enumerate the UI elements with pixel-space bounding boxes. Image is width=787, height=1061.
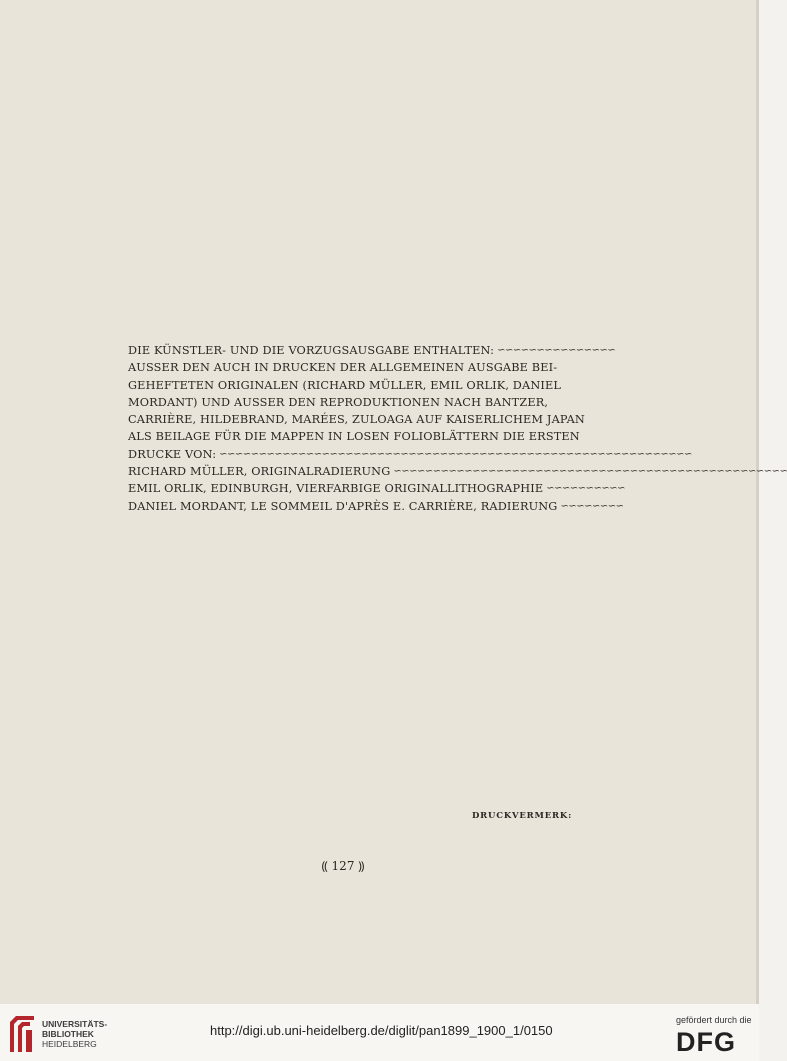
text-line: CARRIÈRE, HILDEBRAND, MARÉES, ZULOAGA AUF KAISERLICHEM JAPAN [128, 413, 585, 427]
text-line: AUSSER DEN AUCH IN DRUCKEN DER ALLGEMEINEN AUSGABE BEI- [128, 361, 558, 375]
text-line: ALS BEILAGE FÜR DIE MAPPEN IN LOSEN FOLIOBLÄTTERN DIE ERSTEN [128, 430, 580, 444]
text-line: MORDANT) UND AUSSER DEN REPRODUKTIONEN NACH BANTZER, [128, 395, 549, 409]
text-line: DRUCKE VON: ∽∽∽∽∽∽∽∽∽∽∽∽∽∽∽∽∽∽∽∽∽∽∽∽∽∽∽∽∽∽∽∽∽∽∽∽∽∽∽∽∽∽∽∽∽∽∽∽∽∽∽∽∽∽∽∽∽∽∽∽ [128, 446, 568, 463]
funded-by-label: gefördert durch die [676, 1015, 752, 1025]
text-line: EMIL ORLIK, EDINBURGH, VIERFARBIGE ORIGINALLITHOGRAPHIE ∽∽∽∽∽∽∽∽∽∽ [128, 480, 568, 497]
text-line: GEHEFTETEN ORIGINALEN (RICHARD MÜLLER, EMIL ORLIK, DANIEL [128, 378, 562, 392]
ornament-icon: ∽∽∽∽∽∽∽∽∽∽∽∽∽∽∽ [497, 345, 616, 356]
page-number: ⸨ 127 ⸩ [321, 859, 365, 873]
druckvermerk-heading: DRUCKVERMERK: [472, 811, 573, 821]
university-library-logo-icon[interactable] [8, 1014, 36, 1054]
ornament-icon: ∽∽∽∽∽∽∽∽ [560, 500, 624, 512]
bracket-left-icon: ⸨ [321, 859, 328, 873]
ornament-icon: ∽∽∽∽∽∽∽∽∽∽∽∽∽∽∽∽∽∽∽∽∽∽∽∽∽∽∽∽∽∽∽∽∽∽∽∽∽∽∽∽∽∽∽∽∽∽∽∽∽∽∽∽∽∽∽∽∽∽∽∽ [219, 448, 692, 460]
text-line: DIE KÜNSTLER- UND DIE VORZUGSAUSGABE ENTHALTEN: ∽∽∽∽∽∽∽∽∽∽∽∽∽∽∽ [128, 342, 568, 359]
colophon-text [128, 342, 787, 515]
text-line: DANIEL MORDANT, LE SOMMEIL D'APRÈS E. CARRIÈRE, RADIERUNG ∽∽∽∽∽∽∽∽ [128, 498, 568, 515]
viewer-footer [0, 1004, 759, 1061]
ornament-icon: ∽∽∽∽∽∽∽∽∽∽ [546, 483, 626, 495]
institution-name: UNIVERSITÄTS- BIBLIOTHEK HEIDELBERG [42, 1019, 108, 1049]
text-line: RICHARD MÜLLER, ORIGINALRADIERUNG ∽∽∽∽∽∽∽∽∽∽∽∽∽∽∽∽∽∽∽∽∽∽∽∽∽∽∽∽∽∽∽∽∽∽∽∽∽∽∽∽∽∽∽∽∽∽∽∽∽∽ [128, 463, 568, 480]
permalink-url[interactable]: http://digi.ub.uni-heidelberg.de/diglit/pan1899_1900_1/0150 [210, 1023, 553, 1038]
dfg-logo[interactable]: DFG [676, 1027, 736, 1057]
ornament-icon: ∽∽∽∽∽∽∽∽∽∽∽∽∽∽∽∽∽∽∽∽∽∽∽∽∽∽∽∽∽∽∽∽∽∽∽∽∽∽∽∽∽∽∽∽∽∽∽∽∽∽ [393, 466, 787, 478]
bracket-right-icon: ⸩ [358, 859, 365, 873]
